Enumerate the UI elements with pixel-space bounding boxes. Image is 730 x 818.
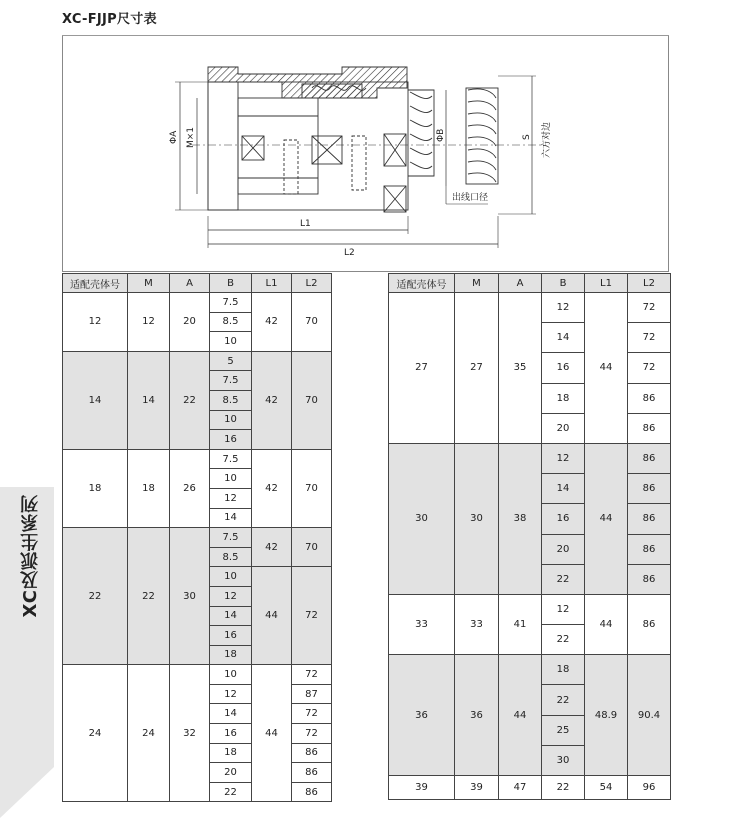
b-cell: 18 (542, 655, 585, 685)
b-cell: 7.5 (210, 528, 252, 548)
a-cell: 44 (499, 655, 542, 776)
b-cell: 10 (210, 665, 252, 685)
l2-cell: 86 (628, 474, 671, 504)
b-cell: 7.5 (210, 449, 252, 469)
m-cell: 39 (455, 776, 499, 800)
m-cell: 30 (455, 443, 499, 594)
dim-s: S (522, 134, 532, 140)
dimension-table-right (388, 273, 671, 800)
dim-phi-b: ΦB (436, 128, 446, 142)
b-cell: 18 (210, 743, 252, 763)
column-header: L2 (628, 274, 671, 293)
column-header: B (210, 274, 252, 293)
dim-outlet: 出线口径 (452, 193, 489, 203)
b-cell: 7.5 (210, 293, 252, 313)
column-header: L2 (292, 274, 332, 293)
l2-cell: 72 (292, 704, 332, 724)
dim-phi-a: ΦA (169, 130, 179, 144)
l2-cell: 70 (292, 351, 332, 449)
l1-cell: 44 (585, 594, 628, 654)
l2-cell: 90.4 (628, 655, 671, 776)
l2-cell: 72 (628, 353, 671, 383)
connector-cross-section-drawing (62, 36, 669, 272)
l1-cell: 42 (252, 351, 292, 449)
a-cell: 41 (499, 594, 542, 654)
b-cell: 10 (210, 332, 252, 352)
b-cell: 20 (210, 763, 252, 783)
b-cell: 14 (210, 508, 252, 528)
table-row (63, 665, 332, 685)
l1-cell: 44 (585, 443, 628, 594)
column-header: A (499, 274, 542, 293)
l2-cell: 70 (292, 449, 332, 527)
a-cell: 38 (499, 443, 542, 594)
shell-number-cell: 22 (63, 528, 128, 665)
spring-right (468, 89, 496, 182)
shell-number-cell: 24 (63, 665, 128, 802)
l2-cell: 86 (292, 763, 332, 783)
b-cell: 18 (542, 383, 585, 413)
column-header: B (542, 274, 585, 293)
column-header: M (455, 274, 499, 293)
table-row (389, 655, 671, 685)
table-row (63, 528, 332, 548)
l1-cell: 44 (252, 567, 292, 665)
b-cell: 16 (210, 724, 252, 744)
a-cell: 22 (170, 351, 210, 449)
b-cell: 22 (210, 782, 252, 802)
l1-cell: 42 (252, 528, 292, 567)
shell-number-cell: 18 (63, 449, 128, 527)
b-cell: 12 (210, 488, 252, 508)
b-cell: 10 (210, 410, 252, 430)
a-cell: 32 (170, 665, 210, 802)
shell-number-cell: 33 (389, 594, 455, 654)
l2-cell: 86 (628, 504, 671, 534)
m-cell: 27 (455, 293, 499, 444)
front-flange (208, 82, 238, 210)
l2-cell: 72 (628, 323, 671, 353)
l1-cell: 44 (585, 293, 628, 444)
table-row (63, 449, 332, 469)
shell-number-cell: 39 (389, 776, 455, 800)
l2-cell: 87 (292, 684, 332, 704)
m-cell: 22 (128, 528, 170, 665)
dim-hex: 六方对边 (542, 121, 552, 158)
column-header: L1 (585, 274, 628, 293)
column-header: 适配壳体号 (63, 274, 128, 293)
a-cell: 30 (170, 528, 210, 665)
l1-cell: 42 (252, 449, 292, 527)
column-header: L1 (252, 274, 292, 293)
shell-number-cell: 27 (389, 293, 455, 444)
b-cell: 16 (542, 353, 585, 383)
b-cell: 22 (542, 776, 585, 800)
b-cell: 22 (542, 685, 585, 715)
l2-cell: 86 (628, 564, 671, 594)
b-cell: 16 (210, 430, 252, 450)
b-cell: 12 (210, 586, 252, 606)
l2-cell: 96 (628, 776, 671, 800)
table-row (389, 293, 671, 323)
shell-number-cell: 12 (63, 293, 128, 352)
table-row (389, 776, 671, 800)
b-cell: 30 (542, 745, 585, 775)
shell-number-cell: 14 (63, 351, 128, 449)
shell-number-cell: 36 (389, 655, 455, 776)
b-cell: 16 (210, 626, 252, 646)
b-cell: 16 (542, 504, 585, 534)
b-cell: 12 (542, 293, 585, 323)
l2-cell: 86 (292, 743, 332, 763)
b-cell: 7.5 (210, 371, 252, 391)
dimension-table-left (62, 273, 332, 802)
l2-cell: 86 (628, 413, 671, 443)
l2-cell: 72 (292, 567, 332, 665)
l2-cell: 70 (292, 293, 332, 352)
table-row (63, 351, 332, 371)
b-cell: 8.5 (210, 390, 252, 410)
dim-m-k1: M×1 (186, 126, 196, 148)
m-cell: 33 (455, 594, 499, 654)
dim-l2: L2 (344, 248, 355, 258)
shell-number-cell: 30 (389, 443, 455, 594)
l2-cell: 72 (628, 293, 671, 323)
b-cell: 20 (542, 534, 585, 564)
table-header-row (389, 274, 671, 293)
a-cell: 47 (499, 776, 542, 800)
a-cell: 20 (170, 293, 210, 352)
b-cell: 14 (542, 474, 585, 504)
table-row (63, 293, 332, 313)
l1-cell: 42 (252, 293, 292, 352)
m-cell: 14 (128, 351, 170, 449)
m-cell: 36 (455, 655, 499, 776)
page-title: XC-FJJP尺寸表 (62, 12, 157, 27)
l2-cell: 86 (628, 443, 671, 473)
l1-cell: 48.9 (585, 655, 628, 776)
table-row (389, 443, 671, 473)
l2-cell: 86 (628, 594, 671, 654)
dim-l1: L1 (300, 219, 311, 229)
b-cell: 10 (210, 567, 252, 587)
column-header: 适配壳体号 (389, 274, 455, 293)
l2-cell: 86 (292, 782, 332, 802)
b-cell: 12 (210, 684, 252, 704)
l2-cell: 86 (628, 383, 671, 413)
inner-sleeve (238, 98, 318, 194)
a-cell: 35 (499, 293, 542, 444)
l2-cell: 72 (292, 724, 332, 744)
a-cell: 26 (170, 449, 210, 527)
l1-cell: 54 (585, 776, 628, 800)
l1-cell: 44 (252, 665, 292, 802)
b-cell: 8.5 (210, 547, 252, 567)
m-cell: 18 (128, 449, 170, 527)
b-cell: 12 (542, 594, 585, 624)
l2-cell: 86 (628, 534, 671, 564)
b-cell: 22 (542, 625, 585, 655)
m-cell: 12 (128, 293, 170, 352)
column-header: A (170, 274, 210, 293)
l2-cell: 70 (292, 528, 332, 567)
m-cell: 24 (128, 665, 170, 802)
b-cell: 22 (542, 564, 585, 594)
b-cell: 14 (542, 323, 585, 353)
table-header-row (63, 274, 332, 293)
series-label: XC及派生系列 (20, 494, 41, 618)
b-cell: 14 (210, 704, 252, 724)
b-cell: 20 (542, 413, 585, 443)
b-cell: 10 (210, 469, 252, 489)
b-cell: 25 (542, 715, 585, 745)
b-cell: 12 (542, 443, 585, 473)
l2-cell: 72 (292, 665, 332, 685)
table-row (389, 594, 671, 624)
b-cell: 8.5 (210, 312, 252, 332)
b-cell: 14 (210, 606, 252, 626)
b-cell: 18 (210, 645, 252, 665)
b-cell: 5 (210, 351, 252, 371)
column-header: M (128, 274, 170, 293)
